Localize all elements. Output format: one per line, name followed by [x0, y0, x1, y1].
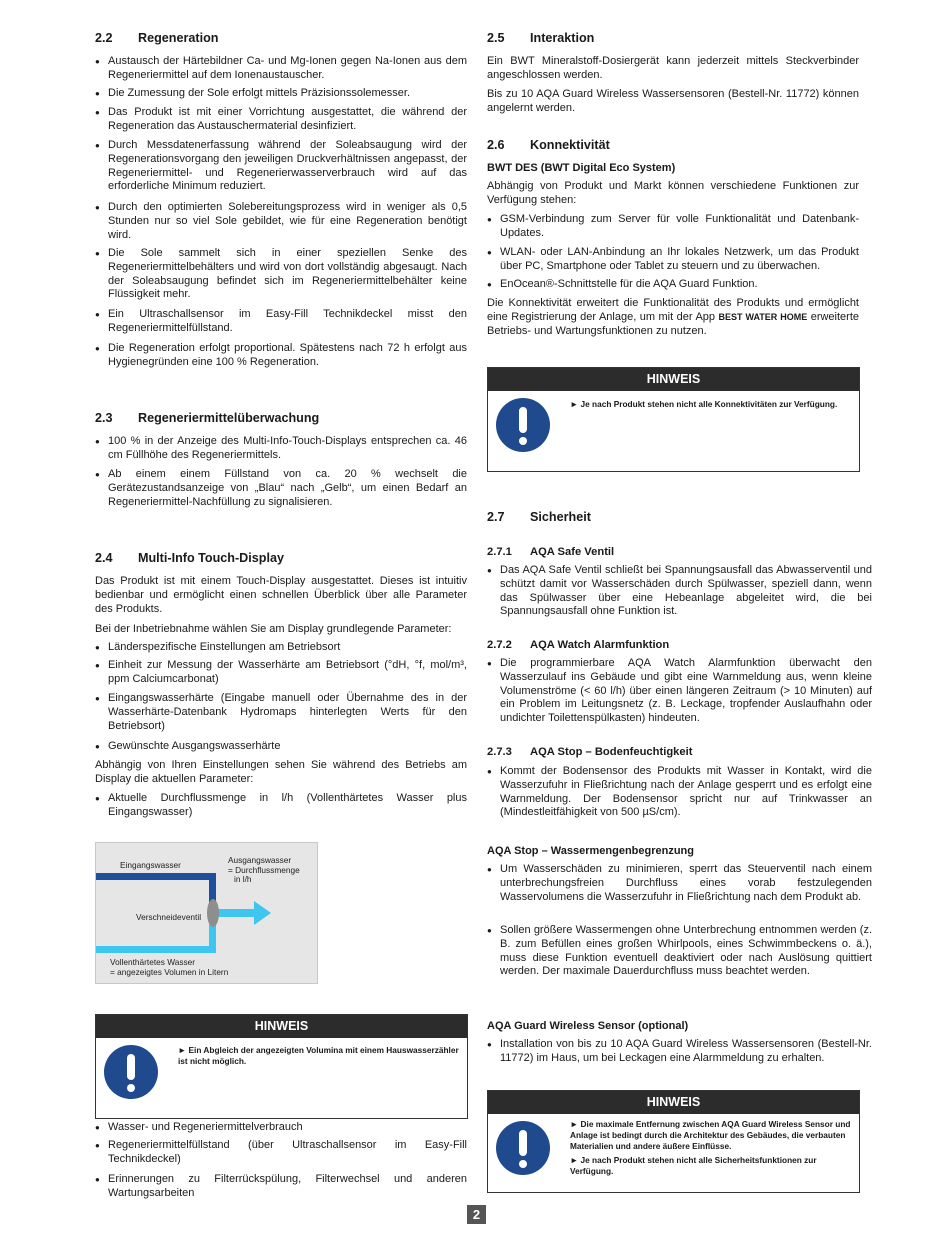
- notice-text: ► Ein Abgleich der angezeigten Volumina mit einem Hauswasserzähler ist nicht möglich.: [178, 1045, 459, 1066]
- list-item: ● Regeneriermittelfüllstand (über Ultraschallsensor im Easy-Fill Technikdeckel): [95, 1139, 467, 1167]
- list-item: ● Das AQA Safe Ventil schließt bei Spannungsausfall das Abwasserventil und schützt damit vor Wasserschäden durch Spülwasser, speziell dann, wenn das Spülwasser über eine Hebeanlage abgeleitet wird, die bei Spannungsausfall ohne Funktion ist.: [487, 564, 872, 619]
- list-item: ● Durch den optimierten Solebereitungsprozess wird in weniger als 0,5 Stunden nur so viel Sole gebildet, wie für eine Regeneration benötigt wird.: [95, 201, 467, 242]
- notice-box: [487, 1090, 860, 1193]
- list-item: ● Die Zumessung der Sole erfolgt mittels Präzisionssolemesser.: [95, 87, 467, 101]
- notice-text: ► Die maximale Entfernung zwischen AQA Guard Wireless Sensor und Anlage ist bedingt durch die Architektur des Gebäudes, die verbauten Materialien und andere äußere Einflüsse. ► Je nach Produkt stehen nicht alle Sicherheitsfunktionen zur Verfügung.: [570, 1119, 851, 1176]
- notice-title: HINWEIS: [96, 1015, 467, 1038]
- list-item: ● Aktuelle Durchflussmenge in l/h (Vollenthärtetes Wasser plus Eingangswasser): [95, 792, 467, 820]
- list-item: ● Die Sole sammelt sich in einer speziellen Senke des Regeneriermittelbehälters und wird von dort vollständig abgesaugt. Nach der Soleabsaugung befindet sich im Regeneriermittelbehälter keine Flüssigkeit mehr.: [95, 247, 467, 302]
- blending-valve: [207, 899, 219, 927]
- paragraph: Ein BWT Mineralstoff-Dosiergerät kann jederzeit mittels Steckverbinder angeschlossen werden.: [487, 55, 859, 81]
- list-item: ● Einheit zur Messung der Wasserhärte am Betriebsort (°dH, °f, mol/m³, ppm Calciumcarbonat): [95, 659, 467, 687]
- list-item: ● EnOcean®-Schnittstelle für die AQA Guard Funktion.: [487, 278, 859, 292]
- flow-diagram: [95, 842, 318, 984]
- output-arrow: [254, 901, 271, 925]
- input-pipe: [96, 873, 216, 880]
- notice-box: [95, 1014, 468, 1119]
- paragraph: Abhängig von Ihren Einstellungen sehen Sie während des Betriebs am Display die aktuellen Parameter:: [95, 759, 467, 785]
- section-heading: 2.3 Regeneriermittelüberwachung: [95, 411, 320, 425]
- list-item: ● Erinnerungen zu Filterrückspülung, Filterwechsel und anderen Wartungsarbeiten: [95, 1173, 467, 1201]
- exclamation-icon: [496, 398, 550, 452]
- list-item: ● Länderspezifische Einstellungen am Betriebsort: [95, 641, 467, 655]
- softened-pipe: [96, 946, 216, 953]
- exclamation-icon: [104, 1045, 158, 1099]
- list-item: ● Sollen größere Wassermengen ohne Unterbrechung entnommen werden (z. B. zum Befüllen eines großen Whirlpools, eines Schwimmbeckens o. ä.), muss diese Funktion eventuell deaktiviert oder nach Auslösung quittiert werden. Der maximale Dauerdurchfluss muss beachtet werden.: [487, 924, 872, 979]
- paragraph: Das Produkt ist mit einem Touch-Display ausgestattet. Dieses ist intuitiv bedienbar und ermöglicht einen schnellen Überblick über alle Parameter des Produkts.: [95, 575, 467, 615]
- subheading: AQA Stop – Wassermengenbegrenzung: [487, 845, 694, 857]
- paragraph: Die Konnektivität erweitert die Funktionalität des Produkts und ermöglicht eine Registrierung der Anlage, um mit der App BEST WATER HOME erweiterte Betriebs- und Wartungsfunktionen zu nutzen.: [487, 297, 860, 337]
- list-item: ● Die programmierbare AQA Watch Alarmfunktion überwacht den Wasserzulauf ins Gebäude und gibt eine Warnmeldung aus, wenn kleine Volumenströme (< 60 l/h) über einen längeren Zeitraum (> 10 Minuten) auf ein Problem im Leitungsnetz (z. B. Leckage, tropfender Auslaufhahn oder undichter Toilettenspülkasten) hindeuten.: [487, 657, 872, 726]
- subsection-heading: 2.7.3 AQA Stop – Bodenfeuchtigkeit: [487, 746, 693, 758]
- paragraph: Bei der Inbetriebnahme wählen Sie am Display grundlegende Parameter:: [95, 623, 452, 635]
- paragraph: Bis zu 10 AQA Guard Wireless Wassersensoren (Bestell-Nr. 11772) können angelernt werden.: [487, 88, 859, 114]
- list-item: ● Durch Messdatenerfassung während der Soleabsaugung wird der Regenerationsvorgang den jeweiligen Druckverhältnissen angepasst, der Regeneriermittel- und Regenerierwasserverbrauch wird auf das erforderliche Minimum reduziert.: [95, 139, 467, 194]
- app-name: BEST WATER HOME: [718, 311, 808, 322]
- notice-text: ► Je nach Produkt stehen nicht alle Konnektivitäten zur Verfügung.: [570, 399, 838, 409]
- list-item: ● Die Regeneration erfolgt proportional. Spätestens nach 72 h erfolgt aus Hygienegründen eine 100 % Regeneration.: [95, 342, 467, 370]
- input-water-label: Eingangswasser: [120, 860, 181, 870]
- output-water-label: Ausgangswasser = Durchflussmenge in l/h: [228, 855, 300, 884]
- list-item: ● Eingangswasserhärte (Eingabe manuell oder Übernahme des in der Wasserhärte-Datenbank Hydromaps hinterlegten Werts für den Betriebsort): [95, 692, 467, 733]
- section-heading: 2.7 Sicherheit: [487, 510, 591, 524]
- notice-title: HINWEIS: [488, 368, 859, 391]
- list-item: ● Gewünschte Ausgangswasserhärte: [95, 740, 467, 754]
- subheading: AQA Guard Wireless Sensor (optional): [487, 1020, 689, 1032]
- list-item: ● Austausch der Härtebildner Ca- und Mg-Ionen gegen Na-Ionen aus dem Regeneriermittel auf dem Ionenaustauscher.: [95, 55, 467, 83]
- notice-box: [487, 367, 860, 472]
- list-item: ● GSM-Verbindung zum Server für volle Funktionalität und Datenbank-Updates.: [487, 213, 859, 241]
- list-item: ● Installation von bis zu 10 AQA Guard Wireless Wassersensoren (Bestell-Nr. 11772) im Haus, um bei Leckagen eine Alarmmeldung zu erhalten.: [487, 1038, 872, 1066]
- list-item: ● Kommt der Bodensensor des Produkts mit Wasser in Kontakt, wird die Wasserzufuhr in Fließrichtung nach der Anlage gesperrt und es erfolgt eine Warnmeldung. Der Bodensensor spricht nur auf Trinkwasser an (Mindestleitfähigkeit von 500 µS/cm).: [487, 765, 872, 820]
- list-item: ● Ab einem einem Füllstand von ca. 20 % wechselt die Gerätezustandsanzeige von „Blau“ nach „Gelb“, um einen Bedarf an Regeneriermittel-Nachfüllung zu signalisieren.: [95, 468, 467, 509]
- subheading: BWT DES (BWT Digital Eco System): [487, 162, 676, 174]
- paragraph: Abhängig von Produkt und Markt können verschiedene Funktionen zur Verfügung stehen:: [487, 180, 859, 206]
- section-heading: 2.4 Multi-Info Touch-Display: [95, 551, 284, 565]
- list-item: ● Ein Ultraschallsensor im Easy-Fill Technikdeckel misst den Regeneriermittelfüllstand.: [95, 308, 467, 336]
- list-item: ● Wasser- und Regeneriermittelverbrauch: [95, 1121, 467, 1135]
- list-item: ● 100 % in der Anzeige des Multi-Info-Touch-Displays entsprechen ca. 46 cm Füllhöhe des Regeneriermittels.: [95, 435, 467, 463]
- list-item: ● Das Produkt ist mit einer Vorrichtung ausgestattet, die während der Regeneration das Austauschermaterial desinfiziert.: [95, 106, 467, 134]
- page-number: 2: [467, 1205, 486, 1224]
- section-heading: 2.5 Interaktion: [487, 31, 595, 45]
- valve-label: Verschneideventil: [136, 912, 202, 922]
- subsection-heading: 2.7.2 AQA Watch Alarmfunktion: [487, 639, 670, 651]
- output-pipe: [216, 909, 256, 917]
- section-heading: 2.2 Regeneration: [95, 31, 219, 45]
- section-heading: 2.6 Konnektivität: [487, 138, 610, 152]
- notice-title: HINWEIS: [488, 1091, 859, 1114]
- list-item: ● Um Wasserschäden zu minimieren, sperrt das Steuerventil nach einem unterbrechungsfreien Durchfluss eines vorab festzulegenden Wasservolumens die Wasserzufuhr in Fließrichtung nach dem Produkt ab.: [487, 863, 872, 904]
- exclamation-icon: [496, 1121, 550, 1175]
- softened-water-label: Vollenthärtetes Wasser = angezeigtes Volumen in Litern: [110, 957, 229, 977]
- subsection-heading: 2.7.1 AQA Safe Ventil: [487, 546, 615, 558]
- list-item: ● WLAN- oder LAN-Anbindung an Ihr lokales Netzwerk, um das Produkt über PC, Smartphone oder Tablet zu steuern und zu überwachen.: [487, 246, 859, 274]
